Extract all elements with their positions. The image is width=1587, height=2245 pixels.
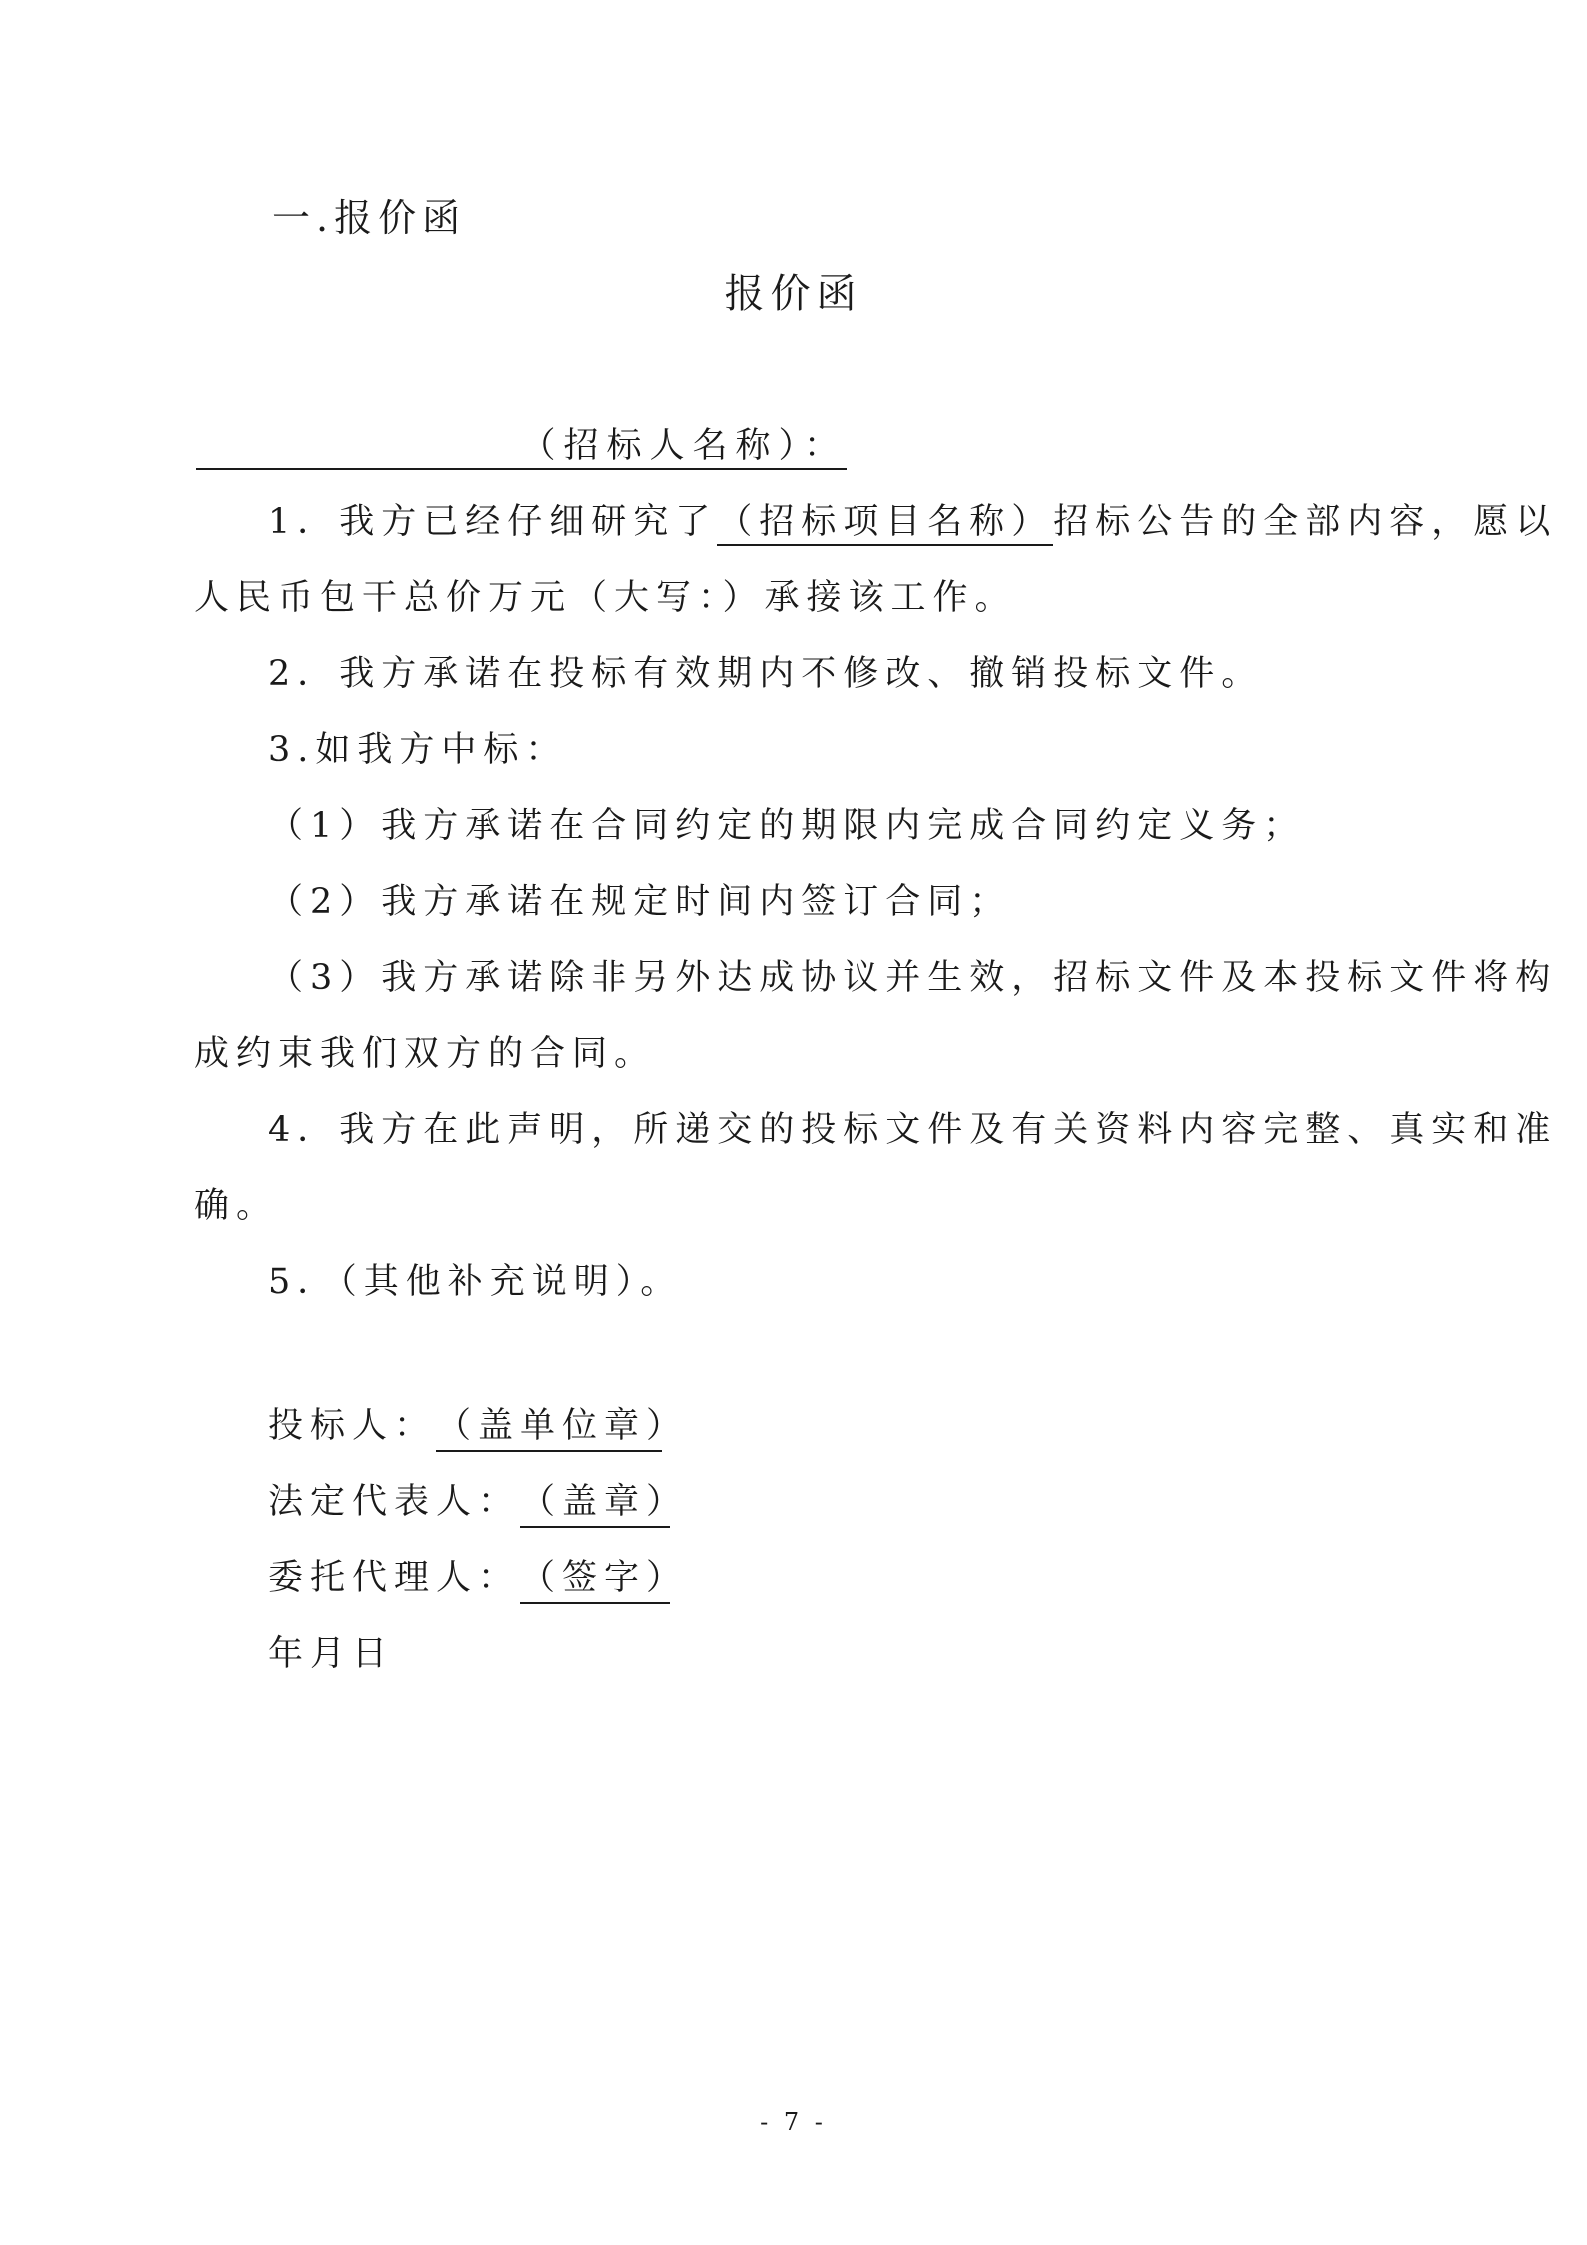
- agent-signature-field: （签字）: [520, 1556, 670, 1604]
- item-5: 5．（其他补充说明）。: [268, 1262, 683, 1302]
- section-heading: 一.报价函: [272, 196, 467, 240]
- signature-agent: [268, 1556, 689, 1604]
- bidder-label: 投标人：: [268, 1406, 437, 1446]
- item-3-sub-3-line-1: （3）我方承诺除非另外达成协议并生效，招标文件及本投标文件将构: [268, 958, 1558, 998]
- legal-rep-seal-field: （盖章）: [520, 1480, 670, 1528]
- page-number: - 7 -: [760, 2108, 827, 2136]
- item-2: 2．我方承诺在投标有效期内不修改、撤销投标文件。: [268, 654, 1264, 694]
- item-3-sub-3-line-2: 成约束我们双方的合同。: [194, 1034, 657, 1074]
- item-1-prefix: 1．我方已经仔细研究了: [268, 502, 718, 542]
- agent-label: 委托代理人：: [268, 1558, 521, 1598]
- signature-date: 年月日: [268, 1634, 395, 1674]
- legal-rep-label: 法定代表人：: [268, 1482, 521, 1522]
- item-1-line-2: 人民币包干总价万元（大写：）承接该工作。: [194, 578, 1017, 618]
- project-name-field: （招标项目名称）: [717, 502, 1053, 546]
- item-1-line-1: [268, 500, 1557, 544]
- signature-legal-rep: [268, 1480, 689, 1528]
- item-1-suffix: 招标公告的全部内容，愿以: [1053, 502, 1558, 542]
- item-3-sub-1: （1）我方承诺在合同约定的期限内完成合同约定义务；: [268, 806, 1306, 846]
- item-4-line-2: 确。: [194, 1186, 279, 1226]
- addressee-line: （招标人名称）：: [196, 424, 847, 470]
- item-3-sub-2: （2）我方承诺在规定时间内签订合同；: [268, 882, 1012, 922]
- bidder-seal-field: （盖单位章）: [436, 1404, 662, 1452]
- document-title: 报价函: [724, 271, 863, 317]
- signature-bidder: [268, 1404, 689, 1452]
- item-3-lead: 3.如我方中标：: [268, 730, 568, 770]
- item-4-line-1: 4．我方在此声明，所递交的投标文件及有关资料内容完整、真实和准: [268, 1110, 1558, 1150]
